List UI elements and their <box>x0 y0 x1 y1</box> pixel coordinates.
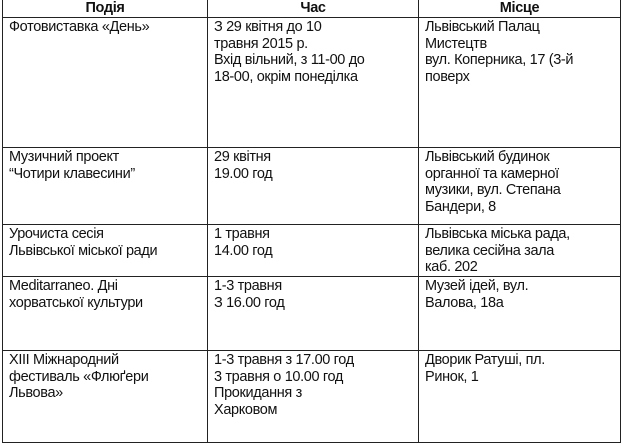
time-text-line: 3 травня о 10.00 год <box>214 368 344 385</box>
time-text-line: Вхід вільний, з 11-00 до <box>214 52 365 69</box>
time-text-line: З 29 квітня до 10 <box>214 19 322 35</box>
event-text-line: Львова» <box>9 385 63 402</box>
event-text-line: хорватської культури <box>9 294 143 311</box>
event-text-line: Львівської міської ради <box>9 242 158 259</box>
event-text-line: Meditarraneo. Дні <box>9 278 118 294</box>
time-text-line: 1-3 травня <box>214 278 282 294</box>
time-text-line: 14.00 год <box>214 242 273 259</box>
cell-event <box>3 225 208 277</box>
time-text-line: Прокидання з <box>214 385 302 402</box>
cell-time <box>208 277 419 351</box>
place-text-line: Бандери, 8 <box>425 198 496 215</box>
cell-event <box>3 18 208 148</box>
table-row <box>3 148 621 225</box>
place-text-line: музики, вул. Степана <box>425 182 561 199</box>
time-text-line: 19.00 год <box>214 165 273 182</box>
header-place: Місце <box>419 0 621 18</box>
cell-time <box>208 351 419 443</box>
time-text-line: травня 2015 р. <box>214 35 308 52</box>
cell-place <box>419 18 621 148</box>
place-text-line: Львівський Палац <box>425 19 540 35</box>
place-text-line: каб. 202 <box>425 259 478 276</box>
cell-event <box>3 148 208 225</box>
cell-time <box>208 225 419 277</box>
place-text-line: Ринок, 1 <box>425 368 479 385</box>
header-time: Час <box>208 0 419 18</box>
event-text-line: фестиваль «Флюґери <box>9 368 149 385</box>
cell-event <box>3 277 208 351</box>
event-text-line: Фотовиставка «День» <box>9 19 150 35</box>
place-text-line: вул. Коперника, 17 (3-й <box>425 52 574 69</box>
event-text-line: Музичний проект <box>9 149 119 165</box>
event-text-line: “Чотири клавесини” <box>9 165 135 182</box>
table-row <box>3 18 621 148</box>
time-text-line: 29 квітня <box>214 149 271 165</box>
events-table <box>2 0 621 443</box>
table-row <box>3 225 621 277</box>
place-text-line: Дворик Ратуші, пл. <box>425 352 545 368</box>
time-text-line: 18-00, окрім понеділка <box>214 68 358 85</box>
place-text-line: органної та камерної <box>425 165 559 182</box>
place-text-line: поверх <box>425 68 470 85</box>
header-row <box>3 0 621 18</box>
time-text-line: 1 травня <box>214 226 270 242</box>
time-text-line: З 16.00 год <box>214 294 285 311</box>
cell-place <box>419 351 621 443</box>
place-text-line: Валова, 18а <box>425 294 504 311</box>
table-row <box>3 277 621 351</box>
place-text-line: Львівська міська рада, <box>425 226 570 242</box>
cell-place <box>419 277 621 351</box>
place-text-line: велика сесійна зала <box>425 242 555 259</box>
event-text-line: Урочиста сесія <box>9 226 104 242</box>
time-text-line: Харковом <box>214 401 278 418</box>
place-text-line: Львівський будинок <box>425 149 550 165</box>
cell-time <box>208 148 419 225</box>
table-row <box>3 351 621 443</box>
event-text-line: XIII Міжнародний <box>9 352 119 368</box>
time-text-line: 1-3 травня з 17.00 год <box>214 352 354 368</box>
place-text-line: Музей ідей, вул. <box>425 278 529 294</box>
cell-time <box>208 18 419 148</box>
header-event: Подія <box>3 0 208 18</box>
cell-place <box>419 148 621 225</box>
cell-place <box>419 225 621 277</box>
place-text-line: Мистецтв <box>425 35 487 52</box>
cell-event <box>3 351 208 443</box>
